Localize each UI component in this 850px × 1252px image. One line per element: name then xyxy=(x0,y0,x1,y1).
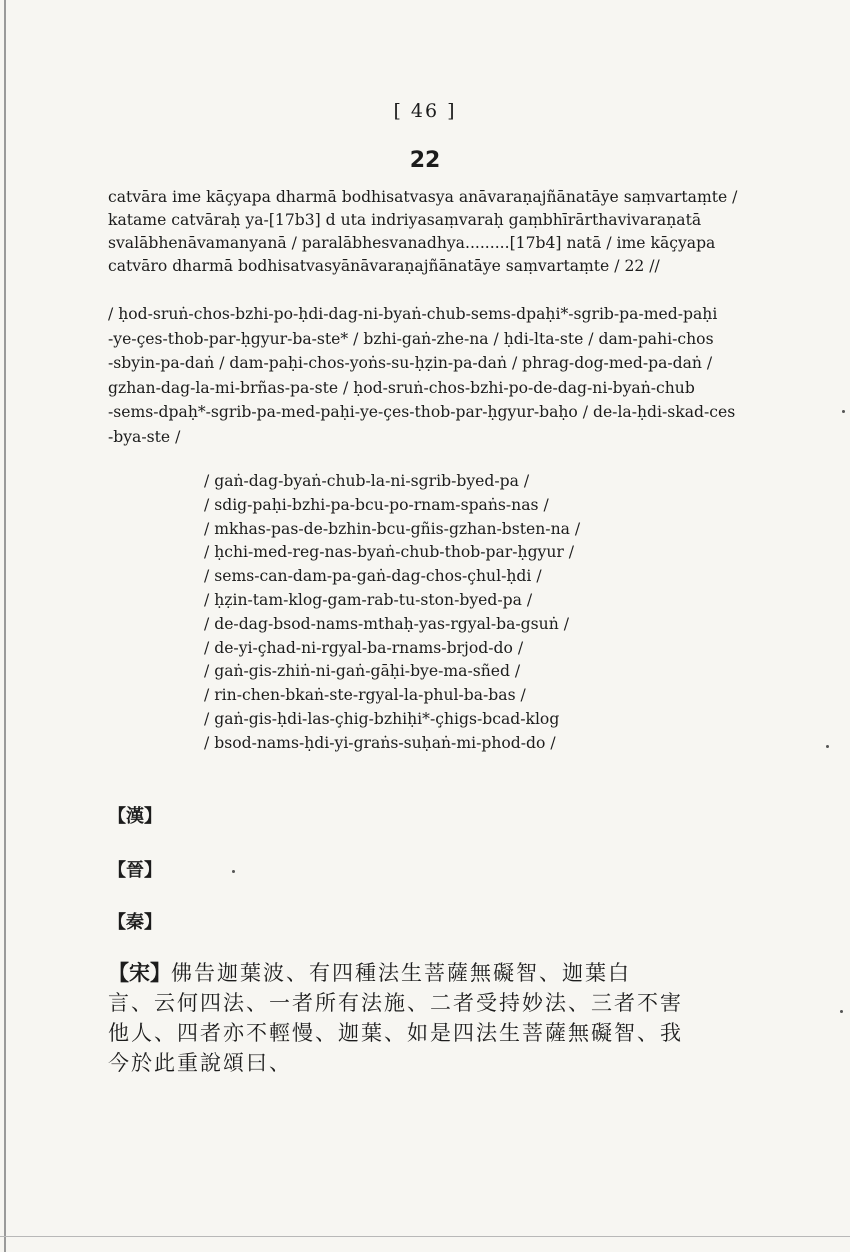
label-song: 【宋】 xyxy=(108,961,171,985)
chinese-line: 他人、四者亦不輕慢、迦葉、如是四法生菩薩無礙智、我 xyxy=(108,1021,683,1045)
chinese-line: 言、云何四法、一者所有法施、二者受持妙法、三者不害 xyxy=(108,991,683,1015)
scan-speck xyxy=(842,410,845,413)
label-jin: 【晉】 xyxy=(108,860,162,881)
verse-line: / ḥchi-med-reg-nas-byaṅ-chub-thob-par-ḥgyur / xyxy=(204,543,575,562)
verse-line: / de-yi-çhad-ni-rgyal-ba-rnams-brjod-do / xyxy=(204,638,524,657)
scan-speck xyxy=(840,1010,843,1013)
sanskrit-line: katame catvāraḥ ya-[17b3] d uta indriyasaṃvaraḥ gaṃbhīrārthavivaraṇatā xyxy=(108,211,702,229)
tibetan-prose-paragraph xyxy=(108,302,768,449)
chinese-text: 佛告迦葉波、有四種法生菩薩無礙智、迦葉白 xyxy=(171,961,631,985)
sanskrit-line: catvāro dharmā bodhisatvasyānāvaraṇajñānatāye saṃvartaṃte / 22 // xyxy=(108,257,660,275)
tibetan-prose-line: gzhan-dag-la-mi-brñas-pa-ste / ḥod-sruṅ-chos-bzhi-po-de-dag-ni-byaṅ-chub xyxy=(108,378,695,397)
section-number: 22 xyxy=(409,148,441,173)
tibetan-prose-line: -sems-dpaḥ*-sgrib-pa-med-paḥi-ye-çes-thob-par-ḥgyur-baḥo / de-la-ḥdi-skad-ces xyxy=(108,403,736,421)
label-han: 【漢】 xyxy=(108,806,162,827)
sanskrit-paragraph xyxy=(108,186,758,278)
tibetan-prose-line: -bya-ste / xyxy=(108,427,181,446)
verse-line: / gaṅ-gis-ḥdi-las-çhig-bzhiḥi*-çhigs-bcad-klog xyxy=(204,709,560,728)
page-number: [ 46 ] xyxy=(393,100,457,122)
verse-line: / de-dag-bsod-nams-mthaḥ-yas-rgyal-ba-gsuṅ / xyxy=(204,614,569,633)
verse-line: / sems-can-dam-pa-gaṅ-dag-chos-çhul-ḥdi / xyxy=(204,567,542,586)
tibetan-verses xyxy=(204,470,624,756)
verse-line: / gaṅ-dag-byaṅ-chub-la-ni-sgrib-byed-pa / xyxy=(204,472,530,490)
sanskrit-line: svalābhenāvamanyanā / paralābhesvanadhya.........[17b4] natā / ime kāçyapa xyxy=(108,234,716,252)
tibetan-prose-line: / ḥod-sruṅ-chos-bzhi-po-ḥdi-dag-ni-byaṅ-chub-sems-dpaḥi*-sgrib-pa-med-paḥi xyxy=(108,305,718,323)
bottom-edge-rule xyxy=(0,1236,850,1237)
verse-line: / bsod-nams-ḥdi-yi-graṅs-suḥaṅ-mi-phod-do / xyxy=(204,733,556,752)
verse-line: / gaṅ-gis-zhiṅ-ni-gaṅ-gāḥi-bye-ma-sñed / xyxy=(204,662,521,681)
tibetan-prose-line: -sbyin-pa-daṅ / dam-paḥi-chos-yoṅs-su-ḥẓin-pa-daṅ / phrag-dog-med-pa-daṅ / xyxy=(108,354,713,372)
scan-speck xyxy=(232,870,235,873)
verse-line: / ḥẓin-tam-klog-gam-rab-tu-ston-byed-pa / xyxy=(204,590,533,609)
chinese-line: 今於此重說頌曰、 xyxy=(108,1051,292,1075)
verse-line: / rin-chen-bkaṅ-ste-rgyal-la-phul-ba-bas / xyxy=(204,686,526,705)
label-qin: 【秦】 xyxy=(108,912,162,933)
verse-line: / mkhas-pas-de-bzhin-bcu-gñis-gzhan-bsten-na / xyxy=(204,519,581,538)
verse-line: / sdig-paḥi-bzhi-pa-bcu-po-rnam-spaṅs-nas / xyxy=(204,495,549,514)
song-translation xyxy=(108,958,768,1078)
chinese-line xyxy=(108,958,768,988)
left-margin-rule xyxy=(4,0,6,1252)
sanskrit-line: catvāra ime kāçyapa dharmā bodhisatvasya anāvaraṇajñānatāye saṃvartaṃte / xyxy=(108,188,738,206)
tibetan-prose-line: -ye-çes-thob-par-ḥgyur-ba-ste* / bzhi-gaṅ-zhe-na / ḥdi-lta-ste / dam-pahi-chos xyxy=(108,329,714,348)
scan-speck xyxy=(826,745,829,748)
